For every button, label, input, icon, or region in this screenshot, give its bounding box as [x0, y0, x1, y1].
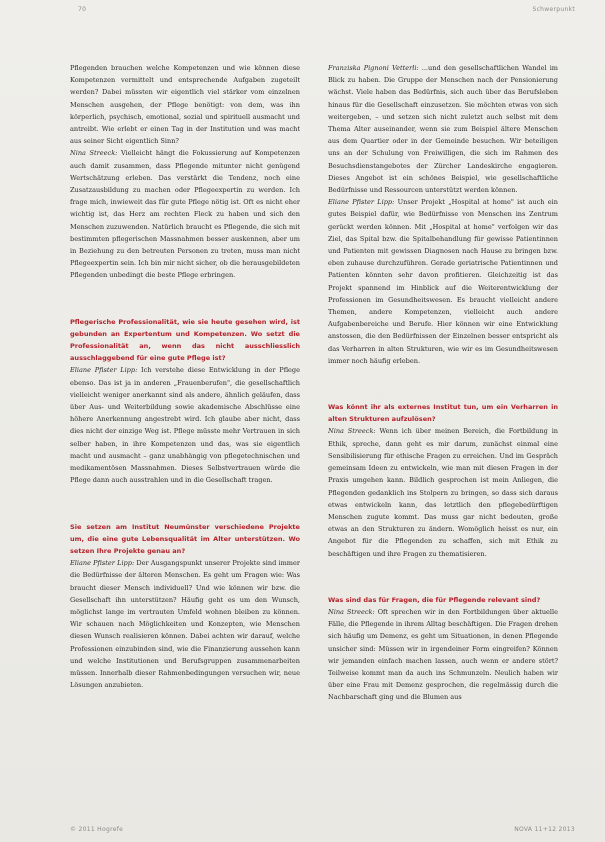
- answer-text: Vielleicht hängt die Fokussierung auf Kompetenzen auch damit zusammen, dass Pflegende mitunter nicht genügend Wertschätzung erleben. Das verstärkt die Tendenz, noch eine Zusatzausbildung zu machen oder Pflegeexpertin zu werden. Ich frage mich, inwieweit das für gute Pflege nötig ist. Oft es nicht eher wichtig ist, das Herz am rechten Fleck zu haben und sich den Menschen zuzuwenden. Natürlich braucht es Pflegende, die sich mit bestimmten pflegerischen Massnahmen besser auskennen, aber um in Beziehung zu den betreuten Personen zu treten, muss man nicht Pflegeexpertin sein. Ich bin mir nicht sicher, ob die herausgebildeten Pflegenden unbedingt die beste Pflege erbringen.: [70, 149, 300, 280]
- speaker-name: Nina Streeck:: [328, 607, 375, 616]
- answer-text: Wenn ich über meinen Bereich, die Fortbildung in Ethik, spreche, dann geht es mir darum, zunächst einmal eine Sensibilisierung für ethische Fragen zu erreichen. Und im Gespräch gemeinsam Ideen zu entwickeln, wie man mit diesen Fragen in der Praxis umgehen kann. Bildlich gesprochen ist mein Anliegen, die Pflegenden gedanklich ins Stolpern zu bringen, so dass sich daraus etwas entwickeln kann, das letztlich den pflegebedürftigen Menschen zugute kommt. Das muss gar nicht bedeuten, große etwas an den Strukturen zu ändern. Womöglich heisst es nur, ein Angebot für die Pflegenden zu schaffen, sich mit Ethik zu beschäftigen und ihre Fragen zu thematisieren.: [328, 427, 559, 558]
- intro-text: Pflegenden brauchen welche Kompetenzen und wie können diese Kompetenzen vermittelt und entsprechende Aufgaben zugeteilt werden? Dabei müssten wir eigentlich viel stärker vom einzelnen Menschen ausgehen, der Pflege benötigt: von dem, was ihn körperlich, psychisch, emotional, sozial und spirituell ausmacht und antreibt. Wie erlebt er einen Tag in der Institution und was macht aus seiner Sicht eigentlich Sinn?: [70, 64, 300, 146]
- left-column: [70, 62, 300, 691]
- answer-text: Der Ausgangspunkt unserer Projekte sind immer die Bedürfnisse der älteren Menschen. Es geht um Fragen wie: Was braucht dieser Mensch individuell? Und wie können wir bzw. die Gesellschaft ihn unterstützen? Häufig geht es um den Wunsch, möglichst lange im vertrauten Umfeld wohnen bleiben zu können. Wir schauen nach Möglichkeiten und Konzepten, wie Menschen diesen Wunsch realisieren können. Dabei achten wir darauf, welche Professionen einzubinden sind, wie die Finanzierung aussehen kann und welche Institutionen und Berufsgruppen zusammenarbeiten müssen. Innerhalb dieser Rahmenbedingungen versuchen wir, neue Lösungen anzubieten.: [70, 559, 301, 690]
- speaker-name: Eliane Pfister Lipp:: [70, 366, 138, 375]
- answer-paragraph: [328, 606, 558, 704]
- interview-question: Was sind das für Fragen, die für Pflegende relevant sind?: [328, 595, 541, 604]
- interview-question: Was könnt ihr als externes Institut tun, um ein Verharren in alten Strukturen aufzulösen?: [328, 403, 558, 424]
- speaker-name: Eliane Pfister Lipp:: [328, 198, 395, 207]
- answer-text: Oft sprechen wir in den Fortbildungen über aktuelle Fälle, die Pflegende in ihrem Alltag beschäftigen. Die Fragen drehen sich häufig um Demenz, es geht um Situationen, in denen Pflegende unsicher sind: Müssen wir in irgendeiner Form eingreifen? Können wir jemanden einfach machen lassen, auch wenn er andere stört? Teilweise kommt man da auch ins Schmunzeln. Neulich haben wir über eine Frau mit Demenz gesprochen, die regelmässig durch die Nachbarschaft ging und die Blumen aus: [328, 607, 558, 702]
- answer-paragraph: [70, 147, 300, 281]
- speaker-name: Nina Streeck:: [70, 149, 118, 158]
- answer-paragraph: [328, 196, 558, 367]
- answer-text: Unser Projekt „Hospital at home" ist auch ein gutes Beispiel dafür, wie Bedürfnisse von Menschen ins Zentrum gerückt werden können. Mit „Hospital at home" verfolgen wir das Ziel, das Spital bzw. die Spitalbehandlung für gewisse Patientinnen und Patienten mit gewissen Diagnosen nach Hause zu bringen bzw. eben zuhause durchzuführen. Gerade geriatrische Patientinnen und Patienten könnten sehr davon profitieren. Gleichzeitig ist das Projekt spannend im Hinblick auf die Weiterentwicklung der Professionen im Gesundheitswesen. Es braucht vielleicht andere Themen, andere Kompetenzen, vielleicht auch andere Aufgabenbereiche und Berufe. Hier können wir eine Entwicklung anstossen, die den Bedürfnissen der Einzelnen besser entspricht als das Verharren in alten Strukturen, wie wir es im Gesundheitswesen immer noch häufig erleben.: [328, 198, 558, 365]
- right-column: [328, 62, 558, 704]
- intro-paragraph: [70, 62, 300, 147]
- answer-text: ...und den gesellschaftlichen Wandel im Blick zu haben. Die Gruppe der Menschen nach der Pensionierung wächst. Viele haben das Bedürfnis, sich auch über das Berufsleben hinaus für die Gesellschaft einzusetzen. Sie möchten etwas von sich weitergeben, – und setzen sich nicht zuletzt auch selbst mit dem Thema Alter auseinander, wenn sie zum Beispiel ältere Menschen aus dem Quartier oder in der Gemeinde besuchen. Wir beteiligen uns an der Schulung von Freiwilligen, die sich im Rahmen des Besuchsdienstangebotes der Zürcher Landeskirche engagieren. Dieses Angebot ist ein schönes Beispiel, wie gesellschaftliche Bedürfnisse und Ressourcen unterstützt werden können.: [328, 64, 558, 195]
- interview-question: Pflegerische Professionalität, wie sie heute gesehen wird, ist gebunden an Expertentum und Kompetenzen. Wo setzt die Professionalität an, wenn das nicht ausschliesslich ausschlaggebend für eine gute Pflege ist?: [70, 317, 300, 363]
- speaker-name: Nina Streeck:: [328, 427, 376, 436]
- answer-paragraph: [70, 557, 300, 691]
- footer-issue: NOVA 11+12 2013: [514, 826, 575, 833]
- answer-text: Ich verstehe diese Entwicklung in der Pflege ebenso. Das ist ja in anderen „Frauenberufen", die gesellschaftlich vielleicht weniger anerkannt sind als andere, ähnlich geläufen, dass über Aus- und Weiterbildung sowie akademische Abschlüsse eine höhere Anerkennung angestrebt wird. Ich glaube aber nicht, dass dies nicht der einzige Weg ist. Pflege müsste mehr Vertrauen in sich selber haben, in ihre Kompetenzen und das, was sie eigentlich macht und ausmacht – ganz unabhängig von pflegetechnischen und medikamentösen Massnahmen. Dieses Selbstvertrauen würde die Pflege dann auch ausstrahlen und in die Gesellschaft tragen.: [70, 366, 301, 485]
- footer-publisher: © 2011 Hogrefe: [70, 826, 124, 833]
- interview-question: Sie setzen am Institut Neumünster verschiedene Projekte um, die eine gute Lebensqualität im Alter unterstützen. Wo setzen Ihre Projekte genau an?: [70, 522, 300, 555]
- speaker-name: Franziska Pignoni Vetterli:: [328, 64, 419, 72]
- speaker-name: Eliane Pfister Lipp:: [70, 559, 135, 568]
- section-label: Schwerpunkt: [532, 6, 575, 13]
- page-number: 70: [78, 6, 87, 13]
- answer-paragraph: [328, 425, 558, 559]
- answer-paragraph: [328, 62, 558, 196]
- answer-paragraph: [70, 364, 300, 486]
